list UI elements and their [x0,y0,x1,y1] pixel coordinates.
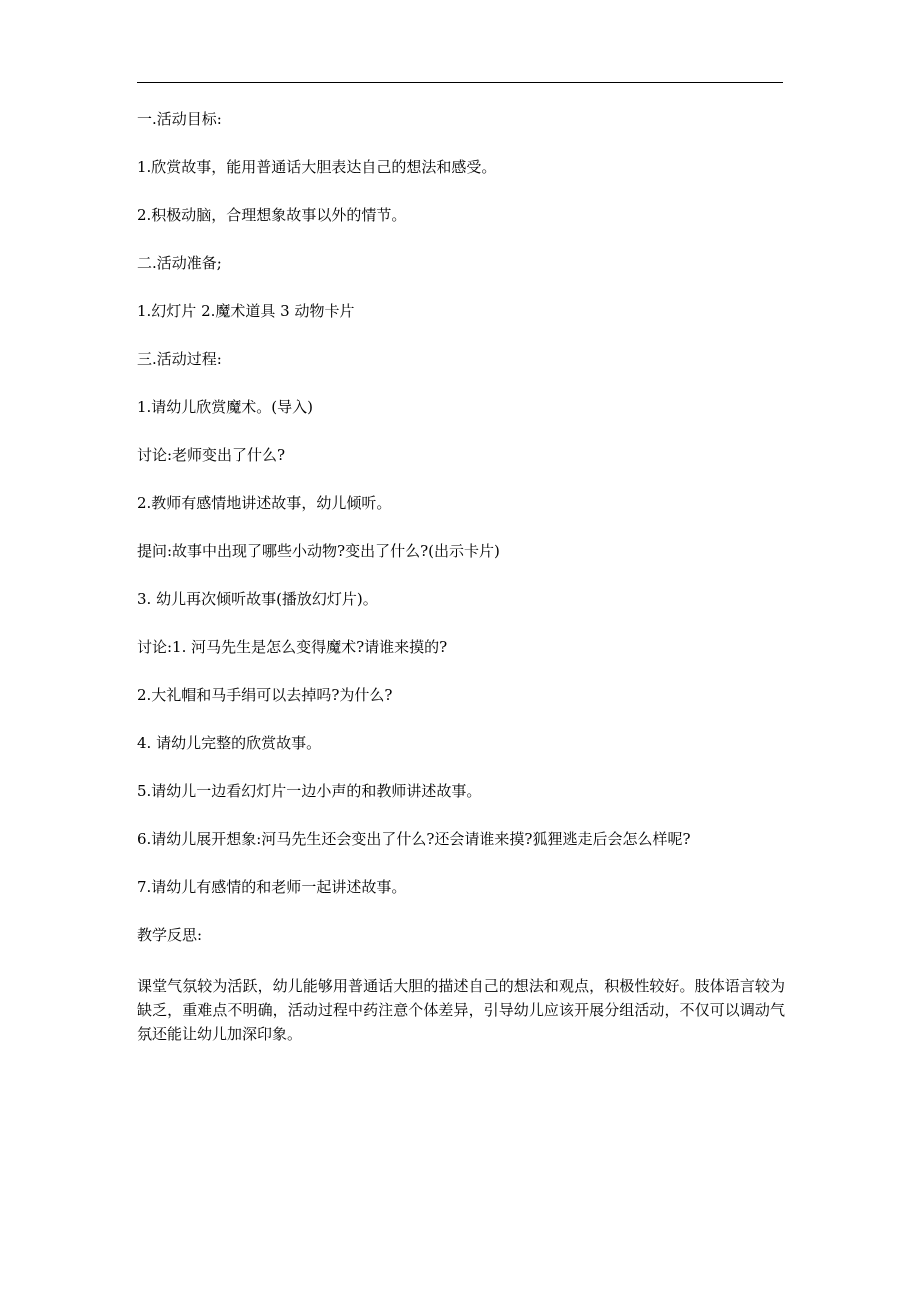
section-heading-goals: 一.活动目标: [137,110,222,128]
section-heading-reflection: 教学反思: [137,926,203,944]
preparation-items: 1.幻灯片 2.魔术道具 3 动物卡片 [137,302,355,320]
process-discussion: 讨论:老师变出了什么? [137,446,286,464]
goal-item: 1.欣赏故事，能用普通话大胆表达自己的想法和感受。 [137,158,497,176]
process-step: 1.请幼儿欣赏魔术。(导入) [137,398,314,416]
process-step: 5.请幼儿一边看幻灯片一边小声的和教师讲述故事。 [137,782,482,800]
document-body [137,110,785,1046]
section-heading-preparation: 二.活动准备; [137,254,222,272]
process-discussion: 讨论:1. 河马先生是怎么变得魔术?请谁来摸的? [137,638,448,656]
goal-item: 2.积极动脑，合理想象故事以外的情节。 [137,206,407,224]
process-step: 7.请幼儿有感情的和老师一起讲述故事。 [137,878,407,896]
process-step: 3. 幼儿再次倾听故事(播放幻灯片)。 [137,590,378,608]
process-discussion: 2.大礼帽和马手绢可以去掉吗?为什么? [137,686,393,704]
reflection-paragraph: 课堂气氛较为活跃，幼儿能够用普通话大胆的描述自己的想法和观点，积极性较好。肢体语言较为缺乏，重难点不明确，活动过程中药注意个体差异，引导幼儿应该开展分组活动，不仅可以调动气氛还能让幼儿加深印象。 [137,977,785,1043]
process-step: 4. 请幼儿完整的欣赏故事。 [137,734,322,752]
process-step: 6.请幼儿展开想象:河马先生还会变出了什么?还会请谁来摸?狐狸逃走后会怎么样呢? [137,830,691,848]
section-heading-process: 三.活动过程: [137,350,222,368]
header-rule [137,82,783,83]
process-step: 2.教师有感情地讲述故事，幼儿倾听。 [137,494,392,512]
process-question: 提问:故事中出现了哪些小动物?变出了什么?(出示卡片) [137,542,500,560]
